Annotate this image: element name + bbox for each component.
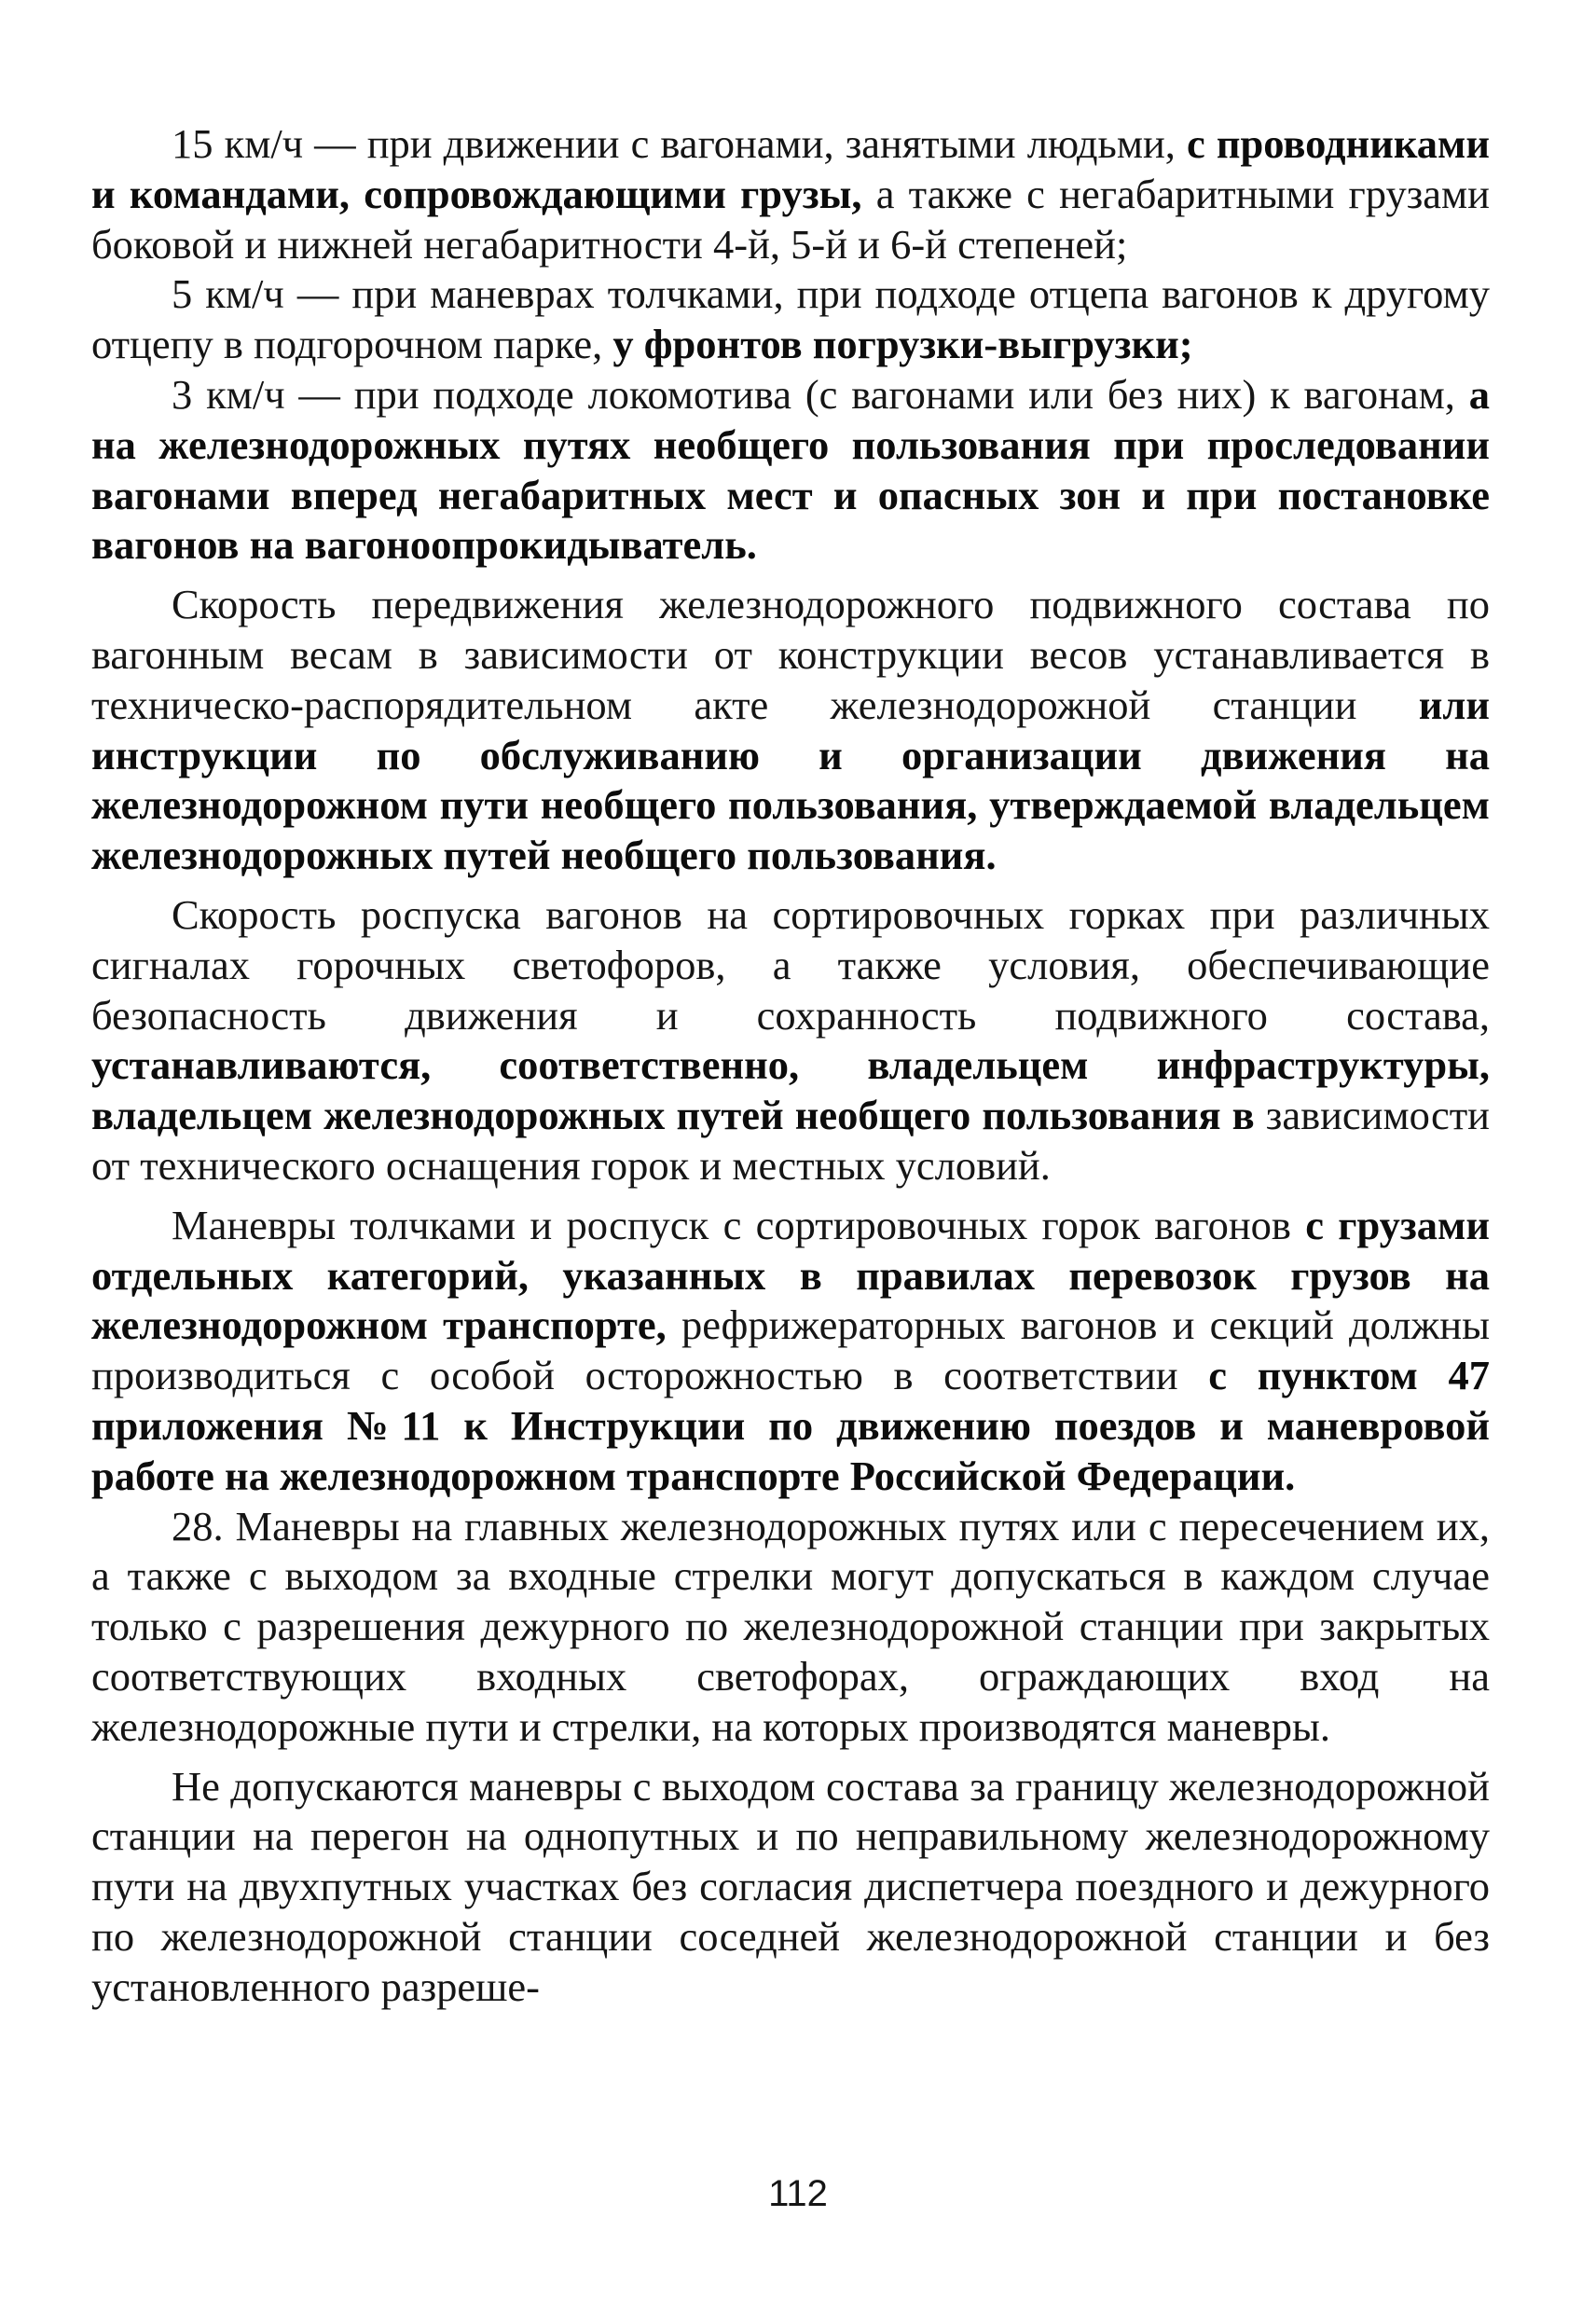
paragraph-speed-5 [91,269,1490,370]
text-span: 15 км/ч — при движении с вагонами, занятыми людьми, [172,120,1187,167]
paragraph-hump-speed [91,890,1490,1191]
bold-text-span: с пунктом 47 приложения №11 к Инструкции по движению поездов и маневровой работе на железнодорожном транспорте Российской Федерации. [91,1352,1490,1499]
text-span: Не допускаются маневры с выходом состава за границу железнодорожной станции на перегон на однопутных и по неправильному железнодорожному пути на двухпутных участках без согласия диспетчера поездного и дежурного по железнодорожной станции соседней железнодорожной станции и без установленного разреше- [91,1762,1490,2010]
paragraph-item-28 [91,1502,1490,1753]
text-span: 5 км/ч — при маневрах толчками, при подходе отцепа вагонов к другому отцепу в подгорочном парке, [91,270,1490,368]
paragraph-speed-3 [91,370,1490,571]
page-number: 112 [768,2173,828,2214]
text-span: Маневры толчками и роспуск с сортировочных горок вагонов [172,1201,1306,1248]
paragraph-special-cargo [91,1201,1490,1502]
bold-text-span: с грузами отдельных категорий, указанных в правилах перевозок грузов на железнодорожном транспорте, [91,1201,1490,1349]
paragraph-not-allowed [91,1762,1490,2013]
bold-text-span: или инструкции по обслуживанию и организации движения на железнодорожном пути необщего пользования, утверждаемой владельцем железнодорожных путей необщего пользования. [91,681,1490,879]
text-span: зависимости от технического оснащения горок и местных условий. [91,1092,1490,1189]
text-span: Скорость передвижения железнодорожного подвижного состава по вагонным весам в зависимости от конструкции весов устанавливается в техническо-распорядительном акте железнодорожной станции [91,581,1490,728]
bold-text-span: устанавливаются, соответственно, владельцем инфраструктуры, владельцем железнодорожных путей необщего пользования в [91,1041,1490,1139]
bold-text-span: а на железнодорожных путях необщего пользования при проследовании вагонами вперед негабаритных мест и опасных зон и при постановке вагонов на вагоноопрокидыватель. [91,370,1490,569]
text-span: 3 км/ч — при подходе локомотива (с вагонами или без них) к вагонам, [172,370,1469,418]
text-span: рефрижераторных вагонов и секций должны производиться с особой осторожностью в соответствии [91,1301,1490,1399]
text-span: Скорость роспуска вагонов на сортировочных горках при различных сигналах горочных светофоров, а также условия, обеспечивающие безопасность движения и сохранность подвижного состава, [91,890,1490,1039]
paragraph-scales-speed [91,580,1490,881]
bold-text-span: с проводниками и командами, сопровождающими грузы, [91,120,1491,217]
text-span: а также с негабаритными грузами боковой и нижней негабаритности 4-й, 5-й и 6-й степеней; [91,170,1490,268]
paragraph-speed-15 [91,119,1490,269]
bold-text-span: у фронтов погрузки-выгрузки; [612,321,1193,368]
text-span: 28. Маневры на главных железнодорожных путях или с пересечением их, а также с выходом за входные стрелки могут допускаться в каждом случае только с разрешения дежурного по железнодорожной станции при закрытых соответствующих входных светофорах, ограждающих вход на железнодорожные пути и стрелки, на которых производятся маневры. [91,1502,1490,1750]
document-body [91,119,1490,2012]
